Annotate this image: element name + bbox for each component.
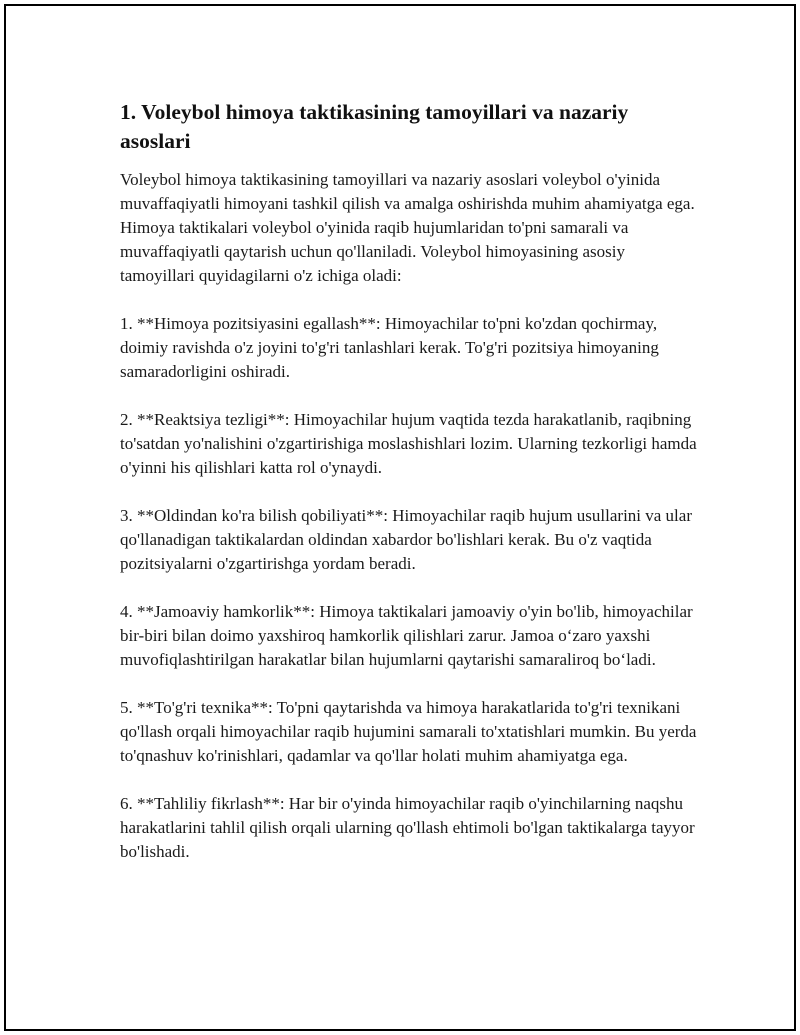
principle-item-6: 6. **Tahliliy fikrlash**: Har bir o'yinda himoyachilar raqib o'yinchilarning naqshu harakatlarini tahlil qilish orqali ularning qo'llash ehtimoli bo'lgan taktikalarga tayyor bo'lishadi. <box>120 794 695 861</box>
document-body <box>120 98 700 888</box>
principle-item-5: 5. **To'g'ri texnika**: To'pni qaytarishda va himoya harakatlarida to'g'ri texnikani qo'llash orqali himoyachilar raqib hujumini samarali to'xtatishlari mumkin. Bu yerda to'qnashuv ko'rinishlari, qadamlar va qo'llar holati muhim ahamiyatga ega. <box>120 698 697 765</box>
principle-item-2: 2. **Reaktsiya tezligi**: Himoyachilar hujum vaqtida tezda harakatlanib, raqibning to'satdan yo'nalishini o'zgartirishiga moslashishlari lozim. Ularning tezkorligi hamda o'yinni his qilishlari katta rol o'ynaydi. <box>120 410 697 477</box>
principle-item-1: 1. **Himoya pozitsiyasini egallash**: Himoyachilar to'pni ko'zdan qochirmay, doimiy ravishda o'z joyini to'g'ri tanlashlari kerak. To'g'ri pozitsiya himoyaning samaradorligini oshiradi. <box>120 314 659 381</box>
principle-item-3: 3. **Oldindan ko'ra bilish qobiliyati**: Himoyachilar raqib hujum usullarini va ular qo'llanadigan taktikalardan oldindan xabardor bo'lishlari kerak. Bu o'z vaqtida pozitsiyalarni o'zgartirishga yordam beradi. <box>120 506 692 573</box>
document-page <box>4 4 796 1031</box>
principle-item-4: 4. **Jamoaviy hamkorlik**: Himoya taktikalari jamoaviy o'yin bo'lib, himoyachilar bir-biri bilan doimo yaxshiroq hamkorlik qilishlari zarur. Jamoa o‘zaro yaxshi muvofiqlashtirilgan harakatlar bilan hujumlarni qaytarishi samaraliroq bo‘ladi. <box>120 602 693 669</box>
section-heading: 1. Voleybol himoya taktikasining tamoyillari va nazariy asoslari <box>120 100 629 153</box>
intro-paragraph: Voleybol himoya taktikasining tamoyillari va nazariy asoslari voleybol o'yinida muvaffaqiyatli himoyani tashkil qilish va amalga oshirishda muhim ahamiyatga ega. Himoya taktikalari voleybol o'yinida raqib hujumlaridan to'pni samarali va muvaffaqiyatli qaytarish uchun qo'llaniladi. Voleybol himoyasining asosiy tamoyillari quyidagilarni o'z ichiga oladi: <box>120 170 695 285</box>
